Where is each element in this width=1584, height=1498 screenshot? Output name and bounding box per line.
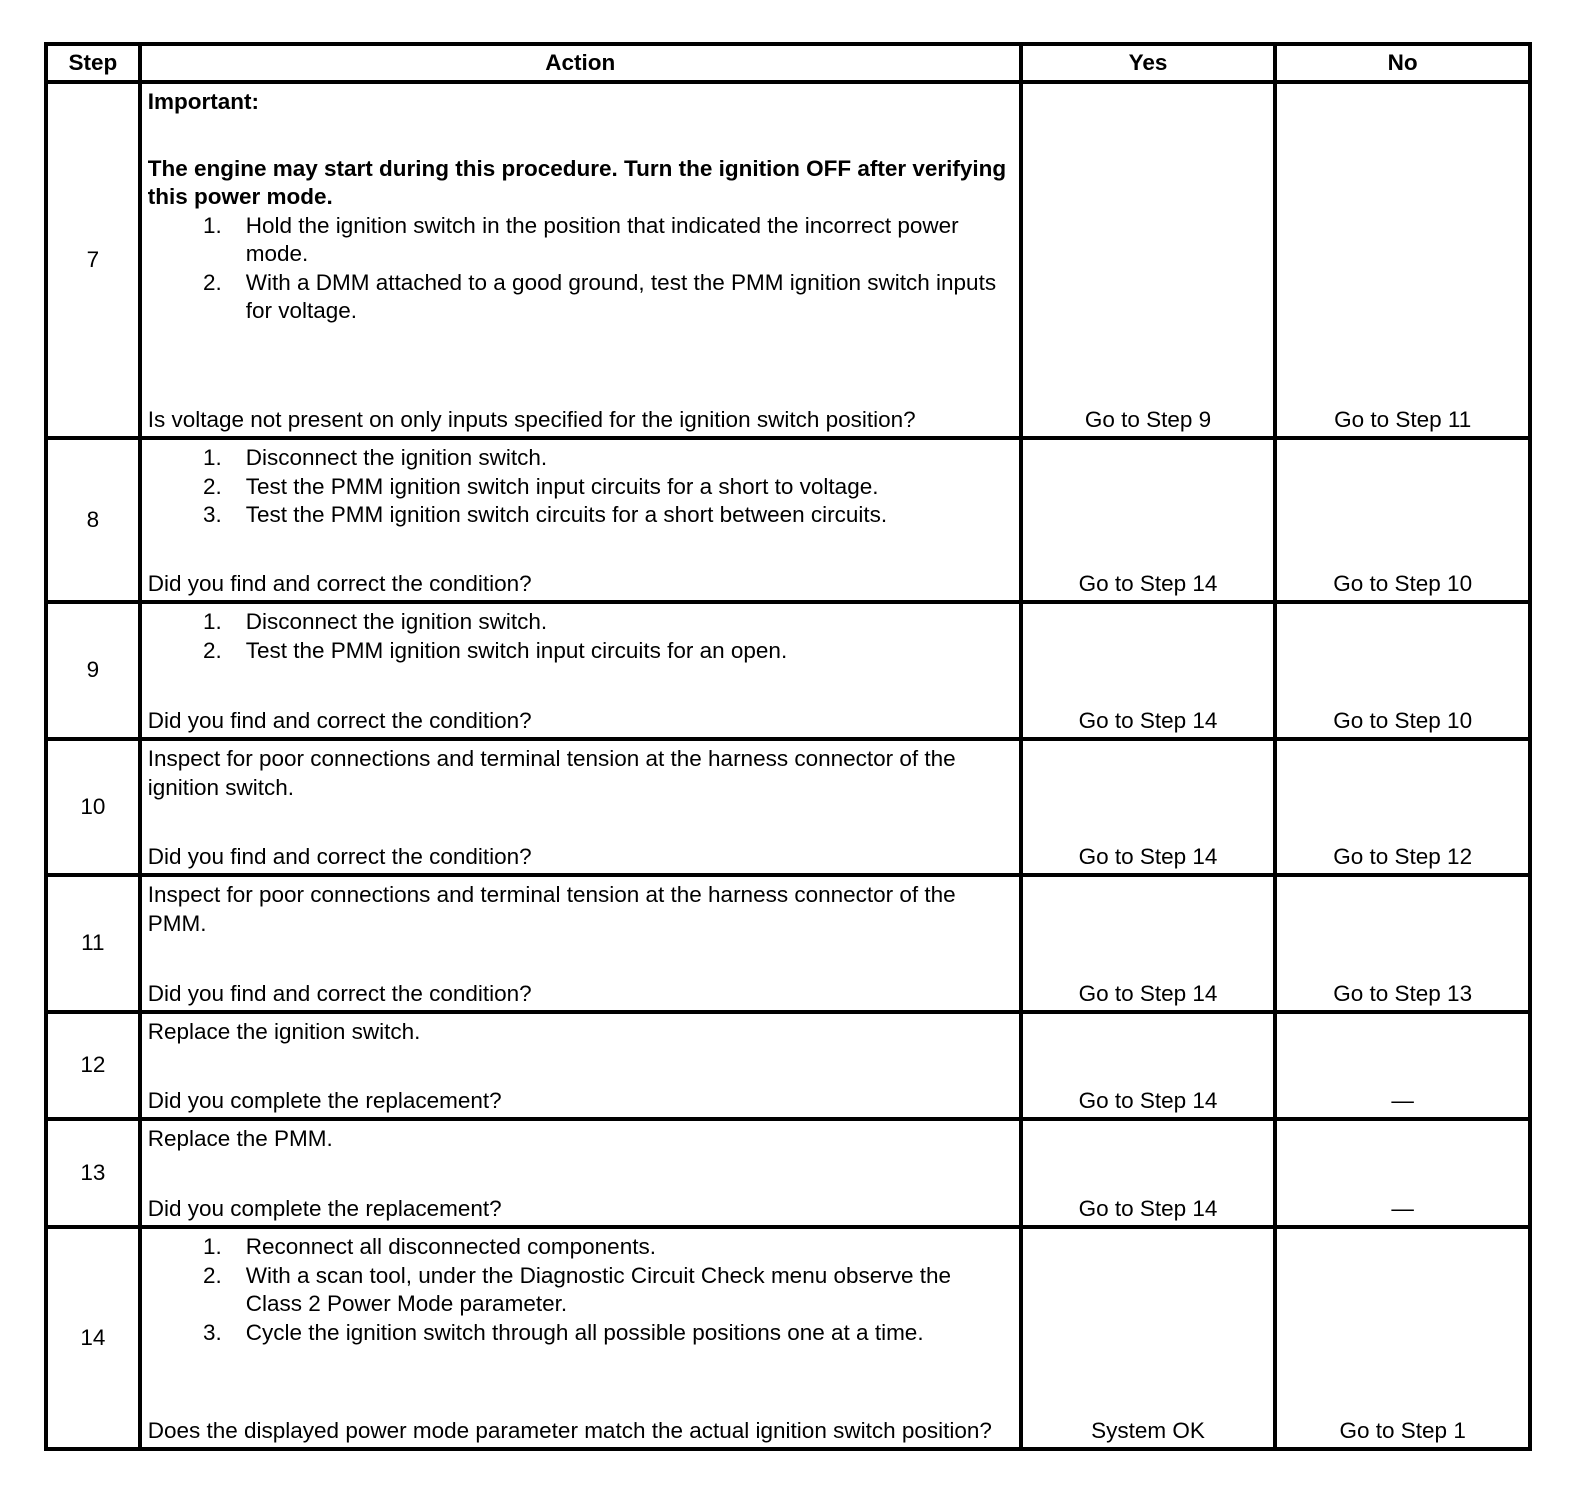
no-result: Go to Step 12: [1275, 739, 1530, 875]
action-cell: [140, 1227, 1021, 1449]
substep-number: 2.: [202, 473, 222, 499]
step-question: Did you find and correct the condition?: [147, 980, 532, 1006]
no-result: Go to Step 1: [1275, 1227, 1530, 1449]
yes-result: Go to Step 9: [1021, 82, 1276, 438]
substep-list: [148, 444, 1013, 530]
step-number: 13: [46, 1119, 140, 1227]
step-instruction: Replace the ignition switch.: [147, 1019, 421, 1044]
step-number: 10: [46, 739, 140, 875]
table-row-step-9: [46, 602, 1530, 739]
yes-result: Go to Step 14: [1021, 1119, 1276, 1227]
substep-number: 2.: [202, 269, 222, 295]
step-question: Did you find and correct the condition?: [147, 570, 532, 596]
substep-text: Test the PMM ignition switch input circuits for an open.: [245, 637, 788, 663]
substep: [148, 444, 1013, 473]
step-number: 9: [46, 602, 140, 739]
step-instruction: Replace the PMM.: [147, 1126, 333, 1151]
table-row-step-11: [46, 875, 1530, 1012]
step-number: 14: [46, 1227, 140, 1449]
substep: [148, 473, 1013, 502]
substep: [148, 212, 1013, 269]
yes-result: Go to Step 14: [1021, 602, 1276, 739]
substep: [148, 1233, 1013, 1262]
substep-text: Hold the ignition switch in the position that indicated the incorrect power mode.: [245, 212, 959, 266]
substep-number: 1.: [202, 609, 222, 634]
substep-list: [148, 1233, 1013, 1347]
step-number: 12: [46, 1012, 140, 1119]
table-row-step-14: [46, 1227, 1530, 1449]
substep-number: 3.: [202, 502, 222, 527]
important-text: The engine may start during this procedure. Turn the ignition OFF after verifying this power mode.: [147, 155, 1007, 209]
step-number: 7: [46, 82, 140, 438]
yes-result: Go to Step 14: [1021, 739, 1276, 875]
table-row-step-13: [46, 1119, 1530, 1227]
substep-text: Cycle the ignition switch through all possible positions one at a time.: [245, 1319, 924, 1345]
step-question: Did you complete the replacement?: [147, 1087, 502, 1113]
substep: [148, 269, 1013, 326]
step-number: 11: [46, 875, 140, 1012]
action-cell: [140, 602, 1021, 739]
substep-number: 1.: [202, 212, 222, 238]
substep-number: 2.: [202, 637, 222, 663]
substep-text: Test the PMM ignition switch circuits for a short between circuits.: [245, 502, 888, 527]
substep-list: [148, 212, 1013, 326]
action-cell: [140, 438, 1021, 602]
step-question: Did you find and correct the condition?: [147, 707, 532, 733]
substep-number: 3.: [202, 1319, 222, 1345]
important-label: Important:: [147, 89, 259, 114]
header-step: Step: [46, 44, 140, 82]
table-row-step-10: [46, 739, 1530, 875]
step-number: 8: [46, 438, 140, 602]
substep: [148, 1319, 1013, 1348]
action-cell: [140, 1119, 1021, 1227]
substep-number: 1.: [202, 1234, 222, 1259]
diagnostic-steps-table: [44, 42, 1532, 1451]
substep-text: Disconnect the ignition switch.: [245, 609, 548, 634]
action-cell: [140, 82, 1021, 438]
no-result: Go to Step 10: [1275, 438, 1530, 602]
step-question: Did you complete the replacement?: [147, 1195, 502, 1221]
substep-list: [148, 608, 1013, 665]
substep-text: Reconnect all disconnected components.: [245, 1234, 656, 1259]
action-cell: [140, 1012, 1021, 1119]
no-result: —: [1275, 1012, 1530, 1119]
action-cell: [140, 875, 1021, 1012]
yes-result: Go to Step 14: [1021, 1012, 1276, 1119]
header-row: [46, 44, 1530, 82]
step-instruction: Inspect for poor connections and terminal tension at the harness connector of the PMM.: [147, 882, 956, 936]
substep: [148, 637, 1013, 666]
substep-text: With a scan tool, under the Diagnostic Circuit Check menu observe the Class 2 Power Mode parameter.: [245, 1262, 952, 1316]
substep: [148, 608, 1013, 637]
substep-text: With a DMM attached to a good ground, test the PMM ignition switch inputs for voltage.: [245, 269, 997, 323]
no-result: Go to Step 11: [1275, 82, 1530, 438]
substep-text: Test the PMM ignition switch input circuits for a short to voltage.: [245, 473, 879, 499]
step-question: Is voltage not present on only inputs specified for the ignition switch position?: [147, 406, 916, 432]
yes-result: Go to Step 14: [1021, 438, 1276, 602]
no-result: —: [1275, 1119, 1530, 1227]
step-question: Does the displayed power mode parameter match the actual ignition switch position?: [147, 1417, 992, 1443]
substep-number: 1.: [202, 445, 222, 470]
step-question: Did you find and correct the condition?: [147, 843, 532, 869]
substep: [148, 501, 1013, 530]
no-result: Go to Step 10: [1275, 602, 1530, 739]
substep: [148, 1262, 1013, 1319]
yes-result: System OK: [1021, 1227, 1276, 1449]
header-yes: Yes: [1021, 44, 1276, 82]
header-no: No: [1275, 44, 1530, 82]
step-instruction: Inspect for poor connections and terminal tension at the harness connector of the ignition switch.: [147, 746, 956, 800]
no-result: Go to Step 13: [1275, 875, 1530, 1012]
header-action: Action: [140, 44, 1021, 82]
substep-text: Disconnect the ignition switch.: [245, 445, 548, 470]
action-cell: [140, 739, 1021, 875]
table-row-step-8: [46, 438, 1530, 602]
yes-result: Go to Step 14: [1021, 875, 1276, 1012]
substep-number: 2.: [202, 1262, 222, 1288]
table-row-step-7: [46, 82, 1530, 438]
table-row-step-12: [46, 1012, 1530, 1119]
